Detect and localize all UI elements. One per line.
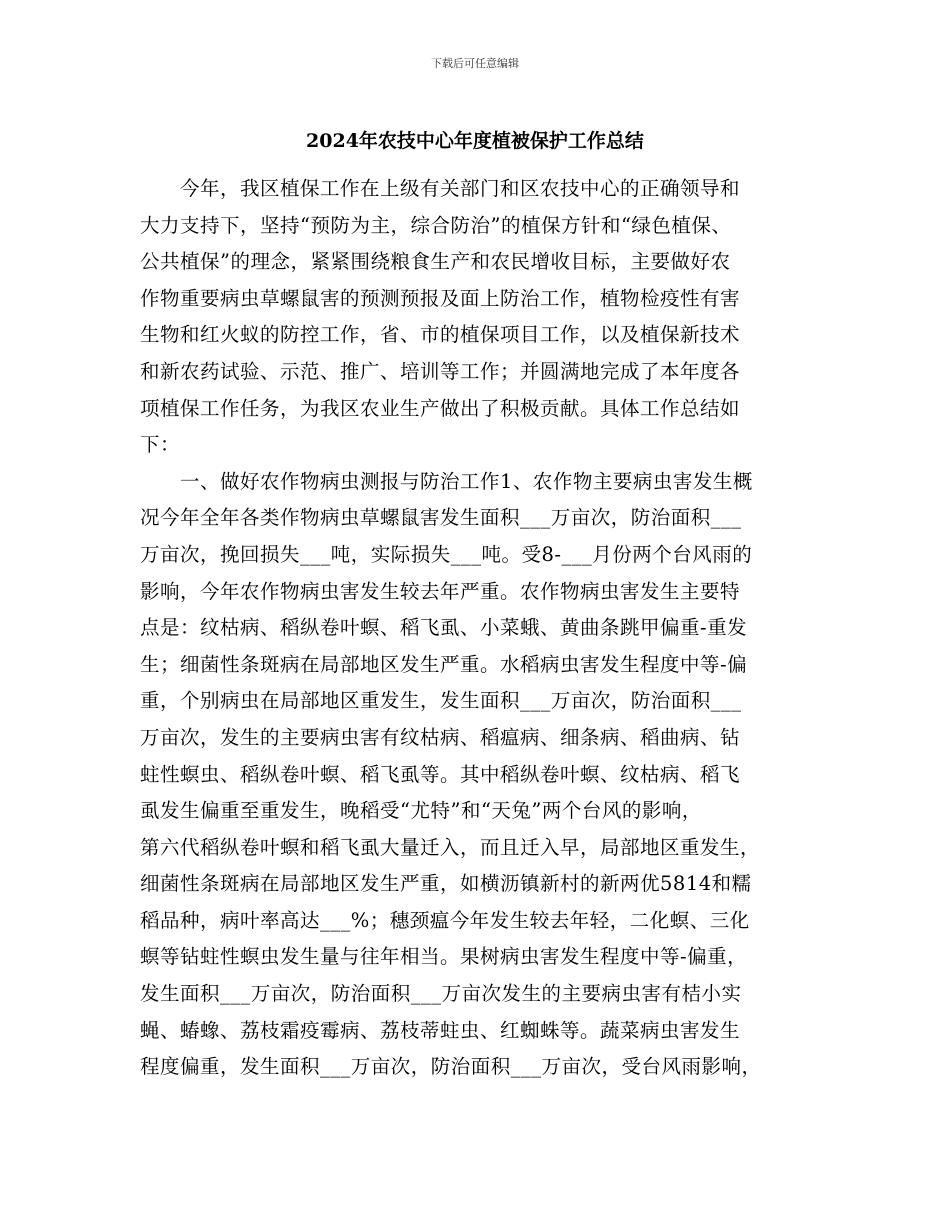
body-line: 一、做好农作物病虫测报与防治工作1、农作物主要病虫害发生概 — [140, 469, 753, 493]
body-line: 下： — [140, 433, 181, 457]
body-line: 生；细菌性条斑病在局部地区发生严重。水稻病虫害发生程度中等-偏 — [140, 652, 748, 676]
body-line: 稻品种，病叶率高达___%；穗颈瘟今年发生较去年轻，二化螟、三化 — [140, 908, 750, 932]
body-line: 作物重要病虫草螺鼠害的预测预报及面上防治工作，植物检疫性有害 — [140, 286, 741, 310]
body-line: 大力支持下，坚持“预防为主，综合防治”的植保方针和“绿色植保、 — [140, 213, 732, 237]
body-line: 今年，我区植保工作在上级有关部门和区农技中心的正确领导和 — [140, 177, 741, 200]
document-title: 2024年农技中心年度植被保护工作总结 — [306, 130, 644, 152]
body-line: 影响，今年农作物病虫害发生较去年严重。农作物病虫害发生主要特 — [140, 579, 741, 603]
document-body — [140, 171, 820, 1086]
body-line: 发生面积___万亩次，防治面积___万亩次发生的主要病虫害有桔小实 — [140, 982, 742, 1006]
body-line: 点是：纹枯病、稻纵卷叶螟、稻飞虱、小菜蛾、黄曲条跳甲偏重-重发 — [140, 616, 748, 640]
page-header-note: 下载后可任意编辑 — [431, 57, 519, 70]
body-line: 项植保工作任务，为我区农业生产做出了积极贡献。具体工作总结如 — [140, 396, 741, 420]
body-line: 万亩次，挽回损失___吨，实际损失___吨。受8-___月份两个台风雨的 — [140, 542, 753, 566]
body-line: 和新农药试验、示范、推广、培训等工作；并圆满地完成了本年度各 — [140, 359, 741, 383]
body-line: 螟等钻蛀性螟虫发生量与往年相当。果树病虫害发生程度中等-偏重， — [140, 945, 748, 969]
body-line: 重，个别病虫在局部地区重发生，发生面积___万亩次，防治面积___ — [140, 689, 742, 713]
body-line: 蛀性螟虫、稻纵卷叶螟、稻飞虱等。其中稻纵卷叶螟、纹枯病、稻飞 — [140, 762, 741, 786]
body-line: 蝇、蝽蟓、荔枝霜疫霉病、荔枝蒂蛀虫、红蜘蛛等。蔬菜病虫害发生 — [140, 1018, 741, 1042]
body-line: 生物和红火蚁的防控工作，省、市的植保项目工作，以及植保新技术 — [140, 323, 741, 347]
body-line: 程度偏重，发生面积___万亩次，防治面积___万亩次，受台风雨影响， — [140, 1055, 762, 1079]
body-line: 万亩次，发生的主要病虫害有纹枯病、稻瘟病、细条病、稻曲病、钻 — [140, 725, 741, 749]
body-line: 第六代稻纵卷叶螟和稻飞虱大量迁入，而且迁入早，局部地区重发生， — [140, 835, 761, 859]
body-line: 细菌性条斑病在局部地区发生严重，如横沥镇新村的新两优5814和糯 — [140, 872, 752, 896]
body-line: 况今年全年各类作物病虫草螺鼠害发生面积___万亩次，防治面积___ — [140, 506, 742, 530]
body-line: 公共植保”的理念，紧紧围绕粮食生产和农民增收目标，主要做好农 — [140, 250, 731, 274]
body-line: 虱发生偏重至重发生，晚稻受“尤特”和“天兔”两个台风的影响， — [140, 799, 702, 823]
